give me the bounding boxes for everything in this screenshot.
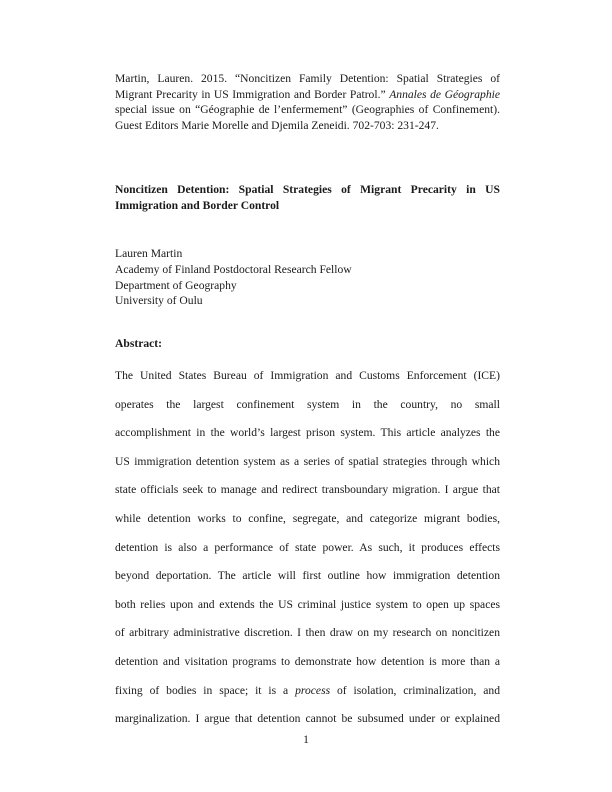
- abstract-line: operates the largest confinement system in the country, no small: [115, 397, 500, 411]
- abstract-line: of arbitrary administrative discretion. I then draw on my research on noncitizen: [115, 626, 500, 640]
- abstract-line: The United States Bureau of Immigration and Customs Enforcement (ICE): [115, 369, 500, 382]
- author-university: University of Oulu: [115, 294, 203, 308]
- abstract-line: [115, 677, 500, 706]
- abstract-text: fixing of bodies in space; it is a: [115, 683, 296, 697]
- abstract-line: marginalization. I argue that detention cannot be subsumed under or explained: [115, 712, 500, 726]
- abstract-line: accomplishment in the world’s largest prison system. This article analyzes the: [115, 426, 500, 440]
- abstract-line: while detention works to confine, segregate, and categorize migrant bodies,: [115, 511, 500, 525]
- abstract-heading: Abstract:: [115, 337, 163, 350]
- abstract-line: US immigration detention system as a series of spatial strategies through which: [115, 454, 500, 468]
- author-position: Academy of Finland Postdoctoral Research Fellow: [115, 262, 352, 276]
- author-block: [115, 246, 500, 309]
- citation: [115, 71, 500, 133]
- abstract-line: state officials seek to manage and redirect transboundary migration. I argue that: [115, 483, 500, 497]
- journal-name: Annales de Géographie: [389, 87, 500, 101]
- abstract-line: detention is also a performance of state power. As such, it produces effects: [115, 540, 500, 554]
- author-department: Department of Geography: [115, 278, 237, 292]
- abstract-line: beyond deportation. The article will first outline how immigration detention: [115, 569, 500, 583]
- abstract-body: [115, 362, 500, 734]
- abstract-line: both relies upon and extends the US criminal justice system to open up spaces: [115, 597, 500, 611]
- citation-text: Martin, Lauren. 2015. “Noncitizen Family Detention: Spatial Strategies of Migrant Precarity in US Immigration and Border Patrol.”: [115, 72, 500, 101]
- citation-text-continued: special issue on “Géographie de l’enfermement” (Geographies of Confinement). Guest Editors Marie Morelle and Djemila Zeneidi. 702-703: 231-247.: [115, 103, 500, 132]
- abstract-line: detention and visitation programs to demonstrate how detention is more than a: [115, 654, 500, 668]
- author-name: Lauren Martin: [115, 247, 183, 260]
- emphasis-process: process: [295, 683, 331, 697]
- article-title: Noncitizen Detention: Spatial Strategies of Migrant Precarity in US Immigration and Border Control: [115, 183, 500, 212]
- abstract-text: of isolation, criminalization, and: [330, 683, 500, 697]
- page-number: 1: [303, 733, 309, 746]
